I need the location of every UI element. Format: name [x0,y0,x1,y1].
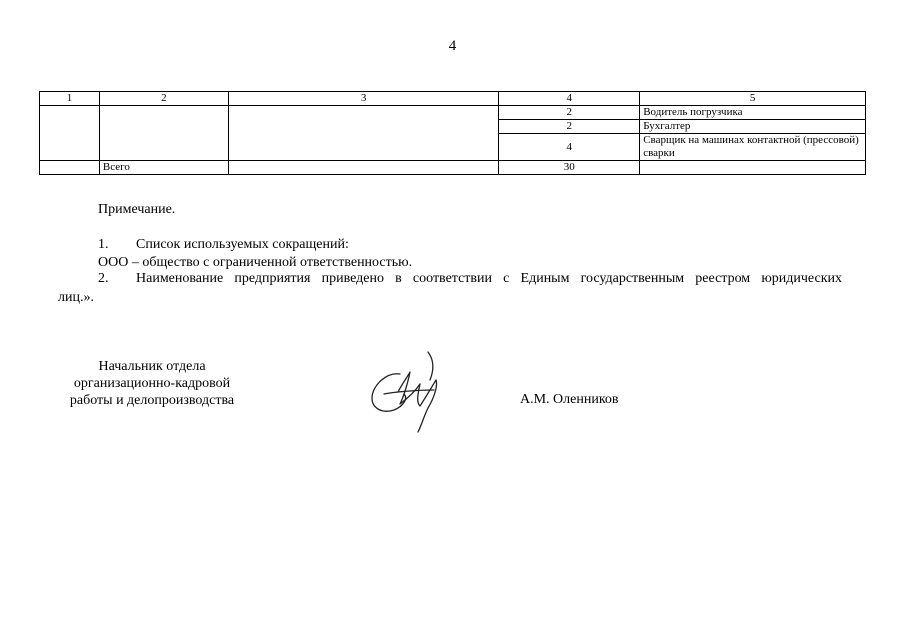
empty-cell [228,106,499,161]
signatory-title-line: организационно-кадровой [73,376,231,391]
total-label: Всего [99,161,228,175]
table-header-row [40,92,866,106]
page-number: 4 [448,38,457,54]
column-header: 2 [99,92,228,106]
note-item-number: 2. [98,271,109,286]
column-header: 5 [640,92,866,106]
note-item-text: Наименование предприятия приведено в соответствии с Единым государственным реестром юридических [136,271,842,286]
quantity-cell: 4 [499,134,640,161]
total-value: 30 [499,161,640,175]
empty-cell [640,161,866,175]
column-header: 3 [228,92,499,106]
signatory-title [52,358,252,409]
abbreviation-line: ООО – общество с ограниченной ответственностью. [98,255,413,270]
handwritten-signature [364,346,464,436]
signatory-title-line: работы и делопроизводства [69,393,235,408]
position-cell: Сварщик на машинах контактной (прессовой) сварки [640,134,866,161]
note-item-1 [58,236,842,254]
signatory-title-line: Начальник отдела [98,359,206,374]
empty-cell [40,161,100,175]
staff-table [39,91,866,175]
quantity-cell: 2 [499,106,640,120]
column-header: 4 [499,92,640,106]
empty-cell [228,161,499,175]
note-title: Примечание. [98,202,176,217]
note-item-2-continuation: лиц.». [58,290,94,305]
table-row [40,106,866,120]
note-item-number: 1. [98,237,109,252]
quantity-cell: 2 [499,120,640,134]
total-row [40,161,866,175]
position-cell: Водитель погрузчика [640,106,866,120]
empty-cell [40,106,100,161]
empty-cell [99,106,228,161]
note-item-text: Список используемых сокращений: [136,237,349,252]
signatory-name: А.М. Оленников [520,392,619,407]
note-item-2 [58,270,842,288]
position-cell: Бухгалтер [640,120,866,134]
column-header: 1 [40,92,100,106]
